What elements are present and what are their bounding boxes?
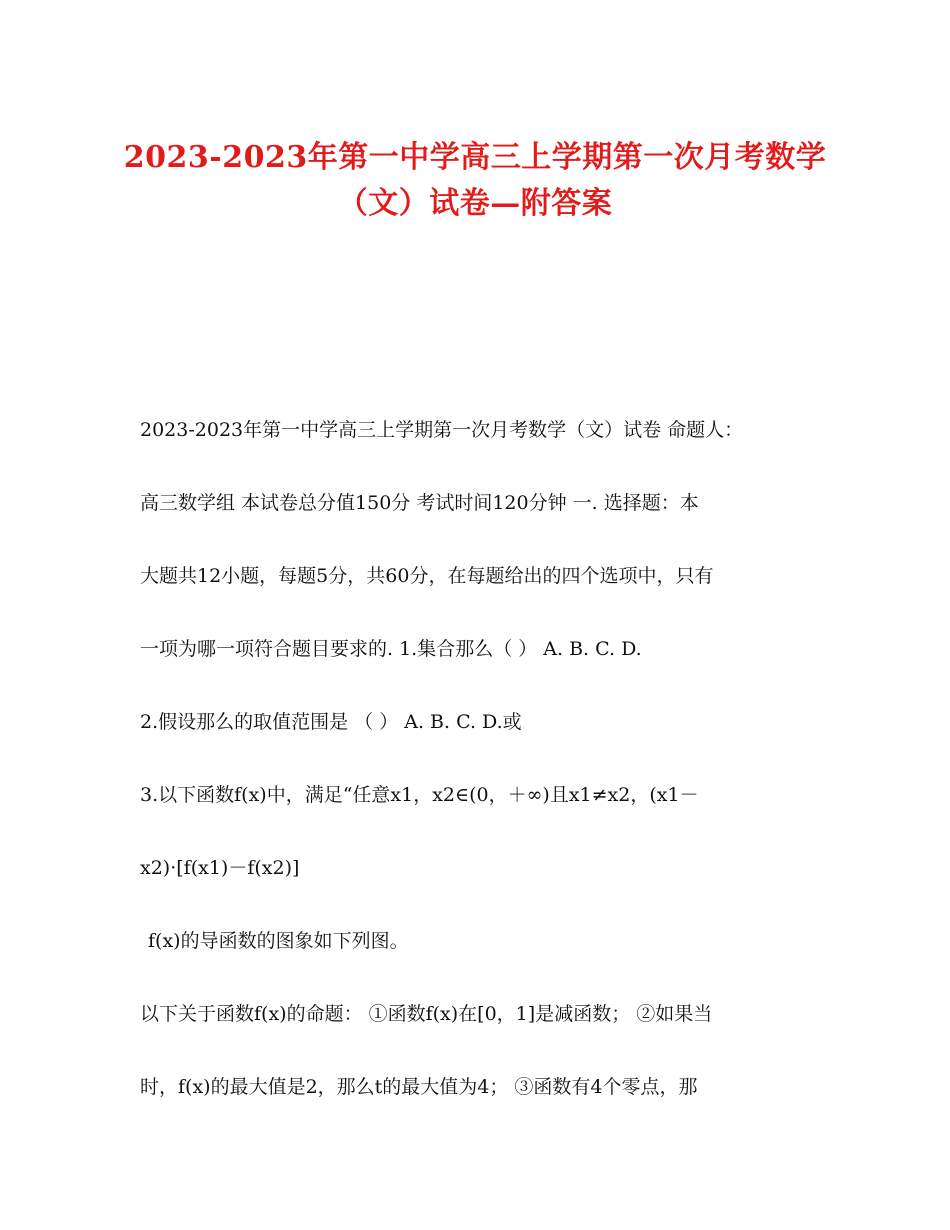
body-text-line: x2)·[f(x1)－f(x2)]: [140, 857, 300, 879]
document-title-line-1: 2023-2023年第一中学高三上学期第一次月考数学: [123, 140, 827, 175]
body-text-line: 时，f(x)的最大值是2，那么t的最大值为4； ③函数有4个零点，那: [140, 1076, 698, 1098]
body-text-line: 以下关于函数f(x)的命题： ①函数f(x)在[0，1]是减函数； ②如果当: [140, 1003, 713, 1025]
body-text-line: 2023-2023年第一中学高三上学期第一次月考数学（文）试卷 命题人：: [140, 419, 744, 441]
body-text-line: 3.以下函数f(x)中，满足“任意x1，x2∈(0，＋∞)且x1≠x2，(x1－: [140, 784, 699, 806]
body-text-line: 一项为哪一项符合题目要求的. 1.集合那么（ ） A. B. C. D.: [140, 638, 642, 660]
body-text-line: 2.假设那么的取值范围是 （ ） A. B. C. D.或: [140, 711, 522, 733]
body-text-line: f(x)的导函数的图象如下列图。: [148, 930, 409, 952]
body-text-line: 高三数学组 本试卷总分值150分 考试时间120分钟 一. 选择题：本: [140, 492, 699, 514]
document-title-line-2: （文）试卷—附答案: [337, 186, 613, 221]
body-text-line: 大题共12小题，每题5分，共60分，在每题给出的四个选项中，只有: [140, 565, 714, 587]
